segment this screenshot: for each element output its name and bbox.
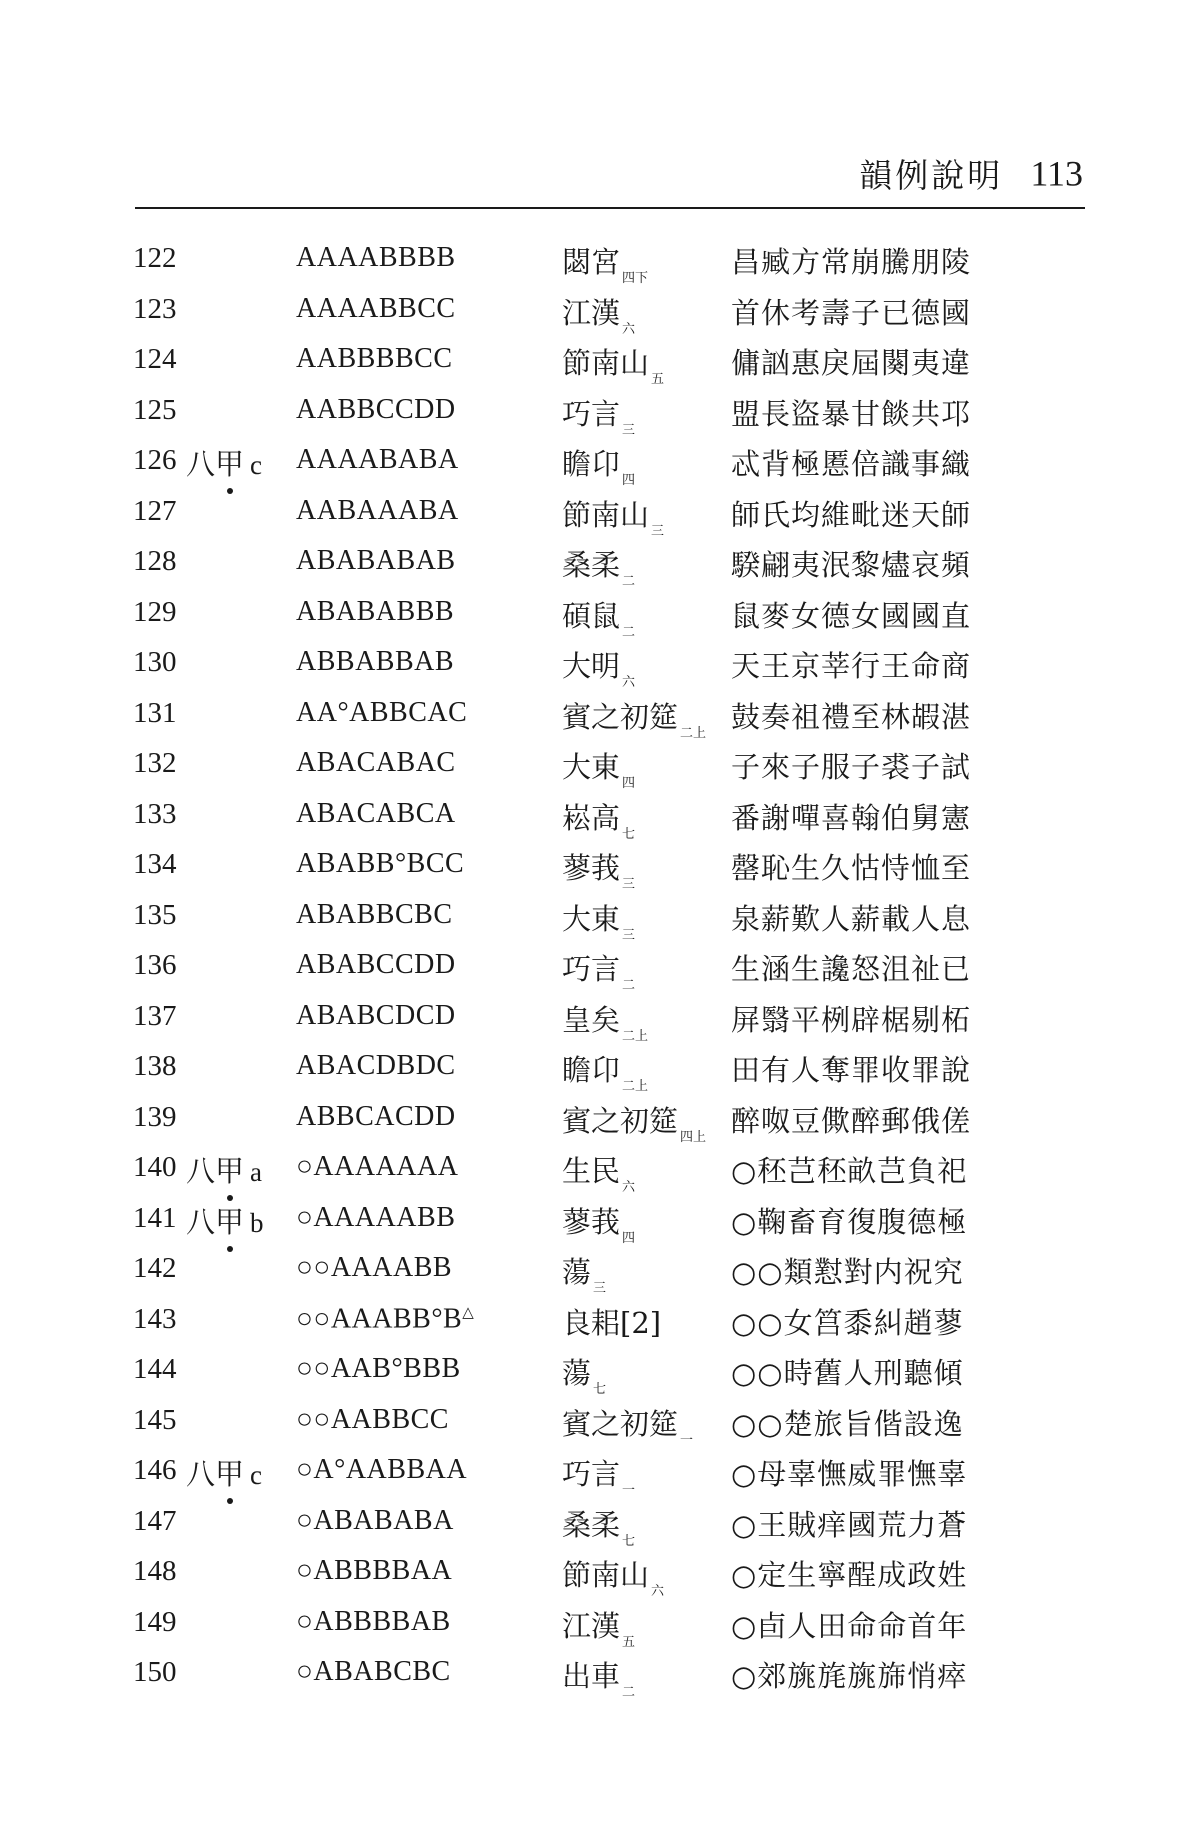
- table-row: [0, 1248, 1200, 1299]
- row-number: 128: [133, 545, 177, 577]
- row-number: 150: [133, 1656, 177, 1688]
- rhyme-words: 鼠麥女德女國國直: [731, 598, 972, 633]
- poem-title: 桑柔: [562, 1507, 621, 1542]
- rhyme-pattern: [296, 1555, 452, 1587]
- table-row: [0, 895, 1200, 946]
- poem-source: [562, 998, 648, 1044]
- stanza-note: 二: [622, 978, 636, 993]
- stanza-note: 七: [622, 1533, 636, 1549]
- row-number: 143: [133, 1302, 177, 1335]
- pattern-text: ABABABBB: [296, 595, 455, 627]
- table-row: [0, 339, 1200, 390]
- table-row: [0, 1400, 1200, 1451]
- poem-source: [562, 695, 706, 741]
- poem-title: 大東: [562, 750, 621, 784]
- table-row: [0, 1349, 1200, 1400]
- pattern-text: AAAABBCC: [296, 292, 456, 324]
- poem-title: 蓼莪: [562, 851, 621, 885]
- rhyme-words: 傭訩惠戾屆闋夷違: [731, 346, 972, 380]
- pattern-text: ○○AAAABB: [296, 1252, 453, 1283]
- stanza-note: 四下: [622, 271, 649, 286]
- pattern-text: ○ABABCBC: [296, 1656, 451, 1687]
- row-number: 140: [133, 1151, 177, 1183]
- row-number: 124: [133, 343, 177, 375]
- poem-title: 崧高: [562, 800, 621, 835]
- poem-source: [562, 1503, 635, 1549]
- tag-char: 八: [186, 1204, 216, 1239]
- row-number: 133: [133, 797, 177, 830]
- table-row: [0, 289, 1200, 340]
- row-tag: [186, 1452, 262, 1493]
- tag-char: 八: [186, 1154, 216, 1188]
- row-number: 135: [133, 898, 177, 931]
- table-row: [0, 390, 1200, 441]
- row-number: 137: [133, 999, 177, 1032]
- rhyme-words: ○○時舊人刑聽傾: [731, 1356, 964, 1390]
- page-header: [0, 150, 1083, 200]
- stanza-note: 三: [651, 523, 665, 539]
- stanza-note: 四上: [680, 1129, 707, 1145]
- stanza-note: 四: [622, 1230, 636, 1246]
- rhyme-words: ○王賊痒國荒力蒼: [731, 1507, 968, 1542]
- pattern-text: AA°ABBCAC: [296, 696, 468, 728]
- table-row: [0, 1097, 1200, 1148]
- rhyme-pattern: [296, 1202, 455, 1234]
- rhyme-pattern: [296, 495, 459, 527]
- stanza-note: 三: [622, 927, 636, 943]
- poem-title: 江漢: [562, 295, 621, 330]
- row-number: 136: [133, 949, 177, 981]
- pattern-text: ABBABBAB: [296, 646, 455, 677]
- poem-source: [562, 1149, 635, 1195]
- tag-letter: a: [250, 1157, 263, 1187]
- rhyme-words: 番謝嘽喜翰伯舅憲: [731, 800, 972, 835]
- poem-title: 瞻卬: [562, 1053, 621, 1087]
- poem-source: [562, 796, 635, 842]
- rhyme-pattern: [296, 848, 464, 880]
- poem-title: 巧言: [562, 396, 621, 431]
- table-row: [0, 743, 1200, 794]
- pattern-text: AAAABBBB: [296, 242, 456, 273]
- rhyme-pattern: [296, 949, 456, 981]
- rhyme-words: 騤翩夷泯黎燼哀頻: [731, 548, 972, 582]
- table-row: [0, 945, 1200, 996]
- rhyme-words: 天王京莘行王命商: [731, 649, 972, 683]
- poem-source: [562, 341, 664, 387]
- pattern-text: ○A°AABBAA: [296, 1454, 468, 1485]
- pattern-text: ABABB°BCC: [296, 848, 465, 879]
- rhyme-words: ○郊旐旄旐旆悄瘁: [731, 1659, 968, 1693]
- stanza-note: 二: [622, 574, 636, 589]
- poem-title: 桑柔: [562, 548, 621, 582]
- row-number: 131: [133, 696, 177, 729]
- tag-char: 八: [186, 1457, 216, 1491]
- row-number: 127: [133, 494, 177, 527]
- row-number: 149: [133, 1605, 177, 1638]
- stanza-note: 一: [622, 1483, 636, 1498]
- pattern-text: ABABBCBC: [296, 898, 453, 930]
- poem-source: [562, 291, 635, 337]
- tag-char-dotted: 甲: [215, 442, 244, 483]
- pattern-text: ○○AABBCC: [296, 1403, 449, 1435]
- table-row: [0, 238, 1200, 289]
- row-tag: [186, 1200, 264, 1241]
- row-number: 145: [133, 1403, 177, 1436]
- rhyme-pattern: [296, 1454, 467, 1486]
- table-row: [0, 1147, 1200, 1198]
- table-row: [0, 440, 1200, 491]
- stanza-note: 二: [622, 1685, 636, 1700]
- table-row: [0, 693, 1200, 744]
- pattern-text: AABBBBCC: [296, 343, 453, 374]
- rhyme-pattern: [296, 747, 456, 779]
- row-number: 142: [133, 1252, 177, 1284]
- poem-title: 巧言: [562, 1457, 621, 1491]
- rhyme-pattern: [296, 1656, 451, 1688]
- rhyme-words: ○○類懟對内祝究: [731, 1255, 964, 1289]
- poem-source: [562, 644, 635, 690]
- rhyme-words: 盟長盜暴甘餤共邛: [731, 396, 972, 431]
- rhyme-words: 子來子服子裘子試: [731, 750, 972, 784]
- rhyme-pattern: [296, 1101, 456, 1133]
- poem-title: 皇矣: [562, 1002, 621, 1037]
- poem-title: 蕩: [562, 1255, 592, 1289]
- tag-char-dotted: 甲: [215, 1200, 244, 1241]
- poem-title: 賓之初筵: [562, 699, 679, 734]
- poem-source: [562, 1301, 661, 1342]
- poem-source: [562, 493, 664, 539]
- poem-source: [562, 240, 648, 286]
- rhyme-pattern: [296, 899, 453, 931]
- rhyme-words: ○○楚旅旨偕設逸: [731, 1406, 964, 1441]
- rhyme-pattern-table: [0, 238, 1200, 1703]
- rhyme-words: ○母辜憮威罪憮辜: [731, 1457, 968, 1491]
- poem-source: [562, 1250, 606, 1296]
- triangle-mark-icon: △: [462, 1304, 475, 1321]
- stanza-note: 五: [622, 1634, 636, 1650]
- rhyme-words: 師氏均維毗迷天師: [731, 497, 972, 532]
- row-number: 141: [133, 1201, 177, 1234]
- row-number: 148: [133, 1555, 177, 1587]
- poem-source: [562, 1351, 606, 1397]
- rhyme-pattern: [296, 1252, 452, 1284]
- stanza-note: 六: [651, 1584, 665, 1599]
- row-tag: [186, 442, 262, 483]
- tag-char-dotted: 甲: [215, 1149, 244, 1190]
- rhyme-pattern: [296, 596, 454, 628]
- poem-title: 瞻卬: [562, 447, 621, 481]
- poem-source: [562, 846, 635, 892]
- pattern-text: ○ABABABA: [296, 1504, 454, 1536]
- stanza-note: 二上: [622, 1079, 649, 1094]
- poem-source: [562, 1654, 635, 1700]
- poem-title: 節南山: [562, 346, 650, 380]
- stanza-note: 三: [622, 877, 636, 892]
- table-row: [0, 592, 1200, 643]
- rhyme-pattern: [296, 394, 456, 426]
- row-number: 146: [133, 1454, 177, 1486]
- row-number: 125: [133, 393, 177, 426]
- poem-title: 閟宮: [562, 245, 621, 279]
- rhyme-pattern: [296, 545, 456, 577]
- poem-title: 江漢: [562, 1608, 621, 1643]
- rhyme-pattern: [296, 1151, 458, 1183]
- pattern-text: AABBCCDD: [296, 393, 456, 425]
- table-row: [0, 1602, 1200, 1653]
- poem-source: [562, 1099, 706, 1145]
- table-row: [0, 1551, 1200, 1602]
- poem-title: 出車: [562, 1659, 621, 1693]
- table-row: [0, 642, 1200, 693]
- stanza-note: 四: [622, 776, 636, 791]
- poem-title: 節南山: [562, 497, 650, 532]
- rhyme-pattern: [296, 343, 453, 375]
- stanza-note: 三: [622, 422, 636, 438]
- table-row: [0, 1198, 1200, 1249]
- rhyme-words: 罄恥生久怙恃恤至: [731, 851, 972, 885]
- table-row: [0, 1046, 1200, 1097]
- running-title: 韻例說明: [859, 156, 1004, 195]
- pattern-text: ABABCDCD: [296, 999, 456, 1031]
- rhyme-words: 屏翳平栵辟椐剔柘: [731, 1002, 972, 1037]
- poem-source: [562, 1200, 635, 1246]
- rhyme-pattern: [296, 1404, 449, 1436]
- tag-char-dotted: 甲: [215, 1452, 244, 1493]
- table-row: [0, 844, 1200, 895]
- rhyme-words: ○秠芑秠畝芑負祀: [731, 1154, 968, 1188]
- table-row: [0, 1652, 1200, 1703]
- rhyme-pattern: [296, 697, 467, 729]
- row-number: 134: [133, 848, 177, 880]
- rhyme-pattern: [296, 646, 454, 678]
- table-row: [0, 491, 1200, 542]
- tag-letter: c: [250, 450, 263, 480]
- stanza-note: 四: [622, 473, 636, 488]
- stanza-note: 六: [622, 675, 636, 690]
- poem-title: 賓之初筵: [562, 1103, 679, 1138]
- poem-title: 大明: [562, 649, 621, 683]
- rhyme-words: 田有人奪罪收罪說: [731, 1053, 972, 1087]
- rhyme-words: 醉呶豆僛醉郵俄傞: [731, 1103, 972, 1138]
- pattern-text: ABABABAB: [296, 545, 456, 576]
- pattern-text: AAAABABA: [296, 444, 459, 475]
- rhyme-pattern: [296, 444, 459, 476]
- rhyme-words: ○卣人田命命首年: [731, 1608, 968, 1643]
- row-number: 123: [133, 292, 177, 325]
- rhyme-pattern: [296, 1505, 454, 1537]
- rhyme-pattern: [296, 798, 456, 830]
- poem-source: [562, 594, 635, 640]
- row-number: 130: [133, 646, 177, 678]
- rhyme-pattern: [296, 1000, 456, 1032]
- table-row: [0, 1450, 1200, 1501]
- rhyme-pattern: [296, 1050, 456, 1082]
- table-row: [0, 996, 1200, 1047]
- table-row: [0, 541, 1200, 592]
- poem-source: [562, 392, 635, 438]
- rhyme-words: ○鞠畜育復腹德極: [731, 1204, 968, 1239]
- pattern-text: ○○AAABB°B: [296, 1302, 463, 1334]
- stanza-note: 七: [593, 1382, 607, 1397]
- stanza-note: 二: [622, 624, 636, 640]
- rhyme-pattern: [296, 1303, 474, 1335]
- stanza-note: 七: [622, 826, 636, 842]
- poem-source: [562, 1048, 648, 1094]
- pattern-text: ○AAAAAAA: [296, 1151, 459, 1182]
- pattern-text: ○AAAAABB: [296, 1201, 456, 1233]
- rhyme-pattern: [296, 242, 456, 274]
- rhyme-words: 泉薪歎人薪載人息: [731, 901, 972, 936]
- poem-title: 良耜[2]: [562, 1305, 662, 1340]
- poem-title: 大東: [562, 901, 621, 936]
- poem-title: 碩鼠: [562, 598, 621, 633]
- pattern-text: ABABCCDD: [296, 949, 456, 980]
- stanza-note: 六: [622, 1180, 636, 1195]
- rhyme-words: 鼓奏祖禮至林嘏湛: [731, 699, 972, 734]
- row-number: 129: [133, 595, 177, 628]
- stanza-note: 五: [651, 372, 665, 387]
- poem-source: [562, 745, 635, 791]
- poem-title: 蓼莪: [562, 1204, 621, 1239]
- stanza-note: 三: [593, 1281, 607, 1296]
- rhyme-pattern: [296, 1353, 461, 1385]
- row-tag: [186, 1149, 262, 1190]
- poem-source: [562, 1553, 664, 1599]
- poem-title: 節南山: [562, 1558, 650, 1592]
- poem-source: [562, 1604, 635, 1650]
- rhyme-words: 首休考壽子已德國: [731, 295, 972, 330]
- poem-title: 蕩: [562, 1356, 592, 1390]
- rhyme-pattern: [296, 1606, 451, 1638]
- pattern-text: ○ABBBBAB: [296, 1605, 451, 1637]
- stanza-note: 二上: [622, 1028, 649, 1044]
- table-row: [0, 1299, 1200, 1350]
- stanza-note: 六: [622, 321, 636, 337]
- pattern-text: AABAAABA: [296, 494, 459, 526]
- header-rule: [135, 207, 1085, 209]
- stanza-note: 一: [680, 1432, 694, 1448]
- row-number: 144: [133, 1353, 177, 1385]
- pattern-text: ABACABCA: [296, 797, 456, 829]
- table-row: [0, 1501, 1200, 1552]
- rhyme-words: 昌臧方常崩騰朋陵: [731, 245, 972, 279]
- pattern-text: ○○AAB°BBB: [296, 1353, 461, 1384]
- row-number: 132: [133, 747, 177, 779]
- poem-source: [562, 442, 635, 488]
- poem-source: [562, 1402, 693, 1448]
- rhyme-words: 忒背極慝倍識事織: [731, 447, 972, 481]
- row-number: 122: [133, 242, 177, 274]
- tag-char: 八: [186, 447, 216, 481]
- poem-title: 賓之初筵: [562, 1406, 679, 1441]
- poem-title: 巧言: [562, 952, 621, 986]
- pattern-text: ○ABBBBAA: [296, 1555, 453, 1586]
- poem-source: [562, 947, 635, 993]
- row-number: 147: [133, 1504, 177, 1537]
- tag-letter: c: [250, 1460, 263, 1490]
- table-row: [0, 794, 1200, 845]
- rhyme-words: ○定生寧酲成政姓: [731, 1558, 968, 1592]
- row-number: 138: [133, 1050, 177, 1082]
- pattern-text: ABACDBDC: [296, 1050, 456, 1081]
- tag-letter: b: [250, 1207, 264, 1238]
- rhyme-pattern: [296, 293, 456, 325]
- poem-title: 生民: [562, 1154, 621, 1188]
- poem-source: [562, 897, 635, 943]
- rhyme-words: 生涵生讒怒沮祉已: [731, 952, 972, 986]
- poem-source: [562, 543, 635, 589]
- stanza-note: 二上: [680, 725, 707, 741]
- row-number: 126: [133, 444, 177, 476]
- rhyme-words: ○○女筥黍糾趙蓼: [731, 1305, 964, 1340]
- row-number: 139: [133, 1100, 177, 1133]
- page-number: 113: [1030, 153, 1083, 194]
- pattern-text: ABACABAC: [296, 747, 456, 778]
- poem-source: [562, 1452, 635, 1498]
- pattern-text: ABBCACDD: [296, 1100, 456, 1132]
